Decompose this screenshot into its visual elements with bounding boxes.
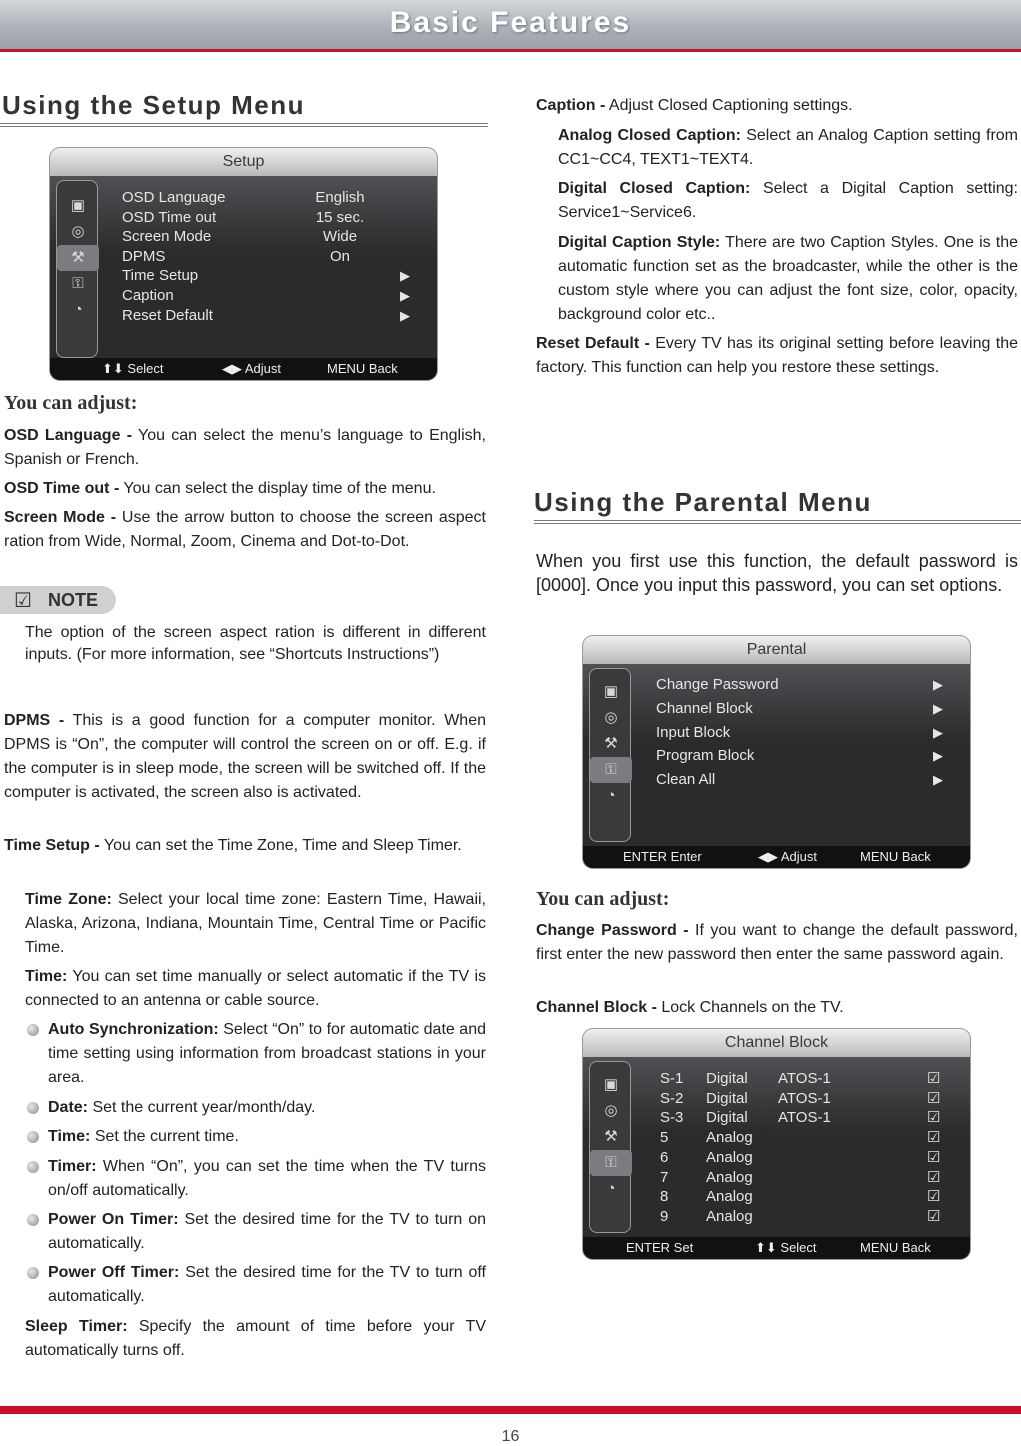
setup-icon: ⚒: [57, 245, 99, 271]
parental-menu-item[interactable]: Program Block: [656, 747, 755, 765]
note-badge: [0, 586, 116, 614]
note-label: NOTE: [48, 590, 99, 610]
page-number: 16: [501, 1428, 520, 1445]
checkbox-checked-icon[interactable]: ☑: [927, 1207, 941, 1225]
digital-cc-paragraph: Digital Closed Caption: Select a Digital Caption setting: Service1~Service6.: [558, 180, 1018, 221]
checkbox-checked-icon[interactable]: ☑: [927, 1109, 941, 1127]
bullet-icon: [27, 1024, 39, 1036]
footer-enter: ENTER Enter: [623, 849, 702, 864]
checkbox-checked-icon[interactable]: ☑: [927, 1188, 941, 1206]
bullet-icon: [27, 1267, 39, 1279]
chevron-right-icon: ▶: [400, 268, 410, 284]
channel-name: ATOS-1: [778, 1109, 831, 1127]
setup-menu-value: [300, 266, 380, 286]
bullet-icon: [27, 1214, 39, 1226]
checkbox-checked-icon[interactable]: ☑: [927, 1089, 941, 1107]
channel-type: Analog: [706, 1207, 753, 1225]
osd-language-paragraph: OSD Language - You can select the menu’s language to English, Spanish or French.: [4, 427, 486, 468]
setup-menu-heading: Using the Setup Menu: [2, 90, 305, 120]
satellite-icon: ◔: [606, 787, 616, 804]
setup-menu-item[interactable]: Time Setup: [122, 267, 199, 285]
setup-menu-item[interactable]: DPMS: [122, 247, 166, 265]
time-current-paragraph: Time: Set the current time.: [48, 1128, 239, 1145]
parental-side-icons: [589, 668, 631, 842]
chevron-right-icon: ▶: [933, 677, 943, 692]
heading-rule: [0, 123, 488, 127]
parental-menu-heading: Using the Parental Menu: [534, 487, 872, 517]
date-paragraph: Date: Set the current year/month/day.: [48, 1099, 316, 1116]
osd-timeout-paragraph: OSD Time out - You can select the display time of the menu.: [4, 480, 436, 497]
channel-block-paragraph: Channel Block - Lock Channels on the TV.: [536, 999, 844, 1016]
chevron-right-icon: ▶: [933, 772, 943, 788]
time-zone-paragraph: Time Zone: Select your local time zone: Eastern Time, Hawaii, Alaska, Arizona, Indiana, Mountain Time, Central Time or Pacific Time.: [25, 891, 487, 956]
setup-panel: [50, 148, 437, 380]
channel-block-panel: [583, 1029, 970, 1259]
note-text: The option of the screen aspect ration is different in different inputs. (For more information, see “Shortcuts Instructions”): [25, 624, 486, 663]
header-banner: [0, 0, 1021, 52]
parental-panel-footer: [583, 846, 970, 868]
parental-panel-title: Parental: [583, 636, 970, 664]
channel-number: S-2: [660, 1089, 684, 1107]
setup-menu-item[interactable]: Reset Default: [122, 306, 213, 324]
parental-intro: When you first use this function, the default password is [0000]. Once you input this password, you can set options.: [536, 551, 1018, 595]
setup-panel-title: Setup: [50, 148, 437, 176]
heading-rule: [534, 520, 1021, 524]
footer-select: ⬆⬇ Select: [755, 1240, 817, 1255]
setup-icon: ⚒: [604, 1128, 618, 1145]
power-off-paragraph: Power Off Timer: Set the desired time for the TV to turn off automatically.: [48, 1264, 486, 1305]
reset-default-paragraph: Reset Default - Every TV has its original setting before leaving the factory. This function can help you restore these settings.: [536, 335, 1018, 376]
channel-name: ATOS-1: [778, 1089, 831, 1107]
channel-type: Digital: [706, 1109, 748, 1127]
chevron-right-icon: ▶: [933, 748, 943, 764]
chevron-right-icon: ▶: [933, 724, 943, 740]
power-on-paragraph: Power On Timer: Set the desired time for the TV to turn on automatically.: [48, 1211, 486, 1252]
tv-icon: ▣: [603, 683, 619, 700]
setup-menu-value: [300, 286, 380, 306]
setup-panel-footer: [50, 358, 437, 380]
you-can-adjust-heading: You can adjust:: [4, 392, 138, 414]
parental-menu-item[interactable]: Input Block: [656, 723, 731, 741]
parental-menu-item[interactable]: Clean All: [656, 771, 716, 789]
channel-type: Analog: [706, 1188, 753, 1206]
footer-adjust: ◀▶ Adjust: [758, 849, 818, 864]
channel-number: S-3: [660, 1109, 684, 1127]
channel-type: Analog: [706, 1148, 753, 1166]
satellite-icon: ◔: [606, 1180, 616, 1197]
footer-enter: ENTER Set: [626, 1240, 694, 1255]
chevron-right-icon: ▶: [400, 307, 410, 323]
checkbox-checked-icon[interactable]: ☑: [927, 1148, 941, 1166]
sleep-timer-paragraph: Sleep Timer: Specify the amount of time before your TV automatically turns off.: [25, 1318, 487, 1359]
channel-number: S-1: [660, 1070, 684, 1087]
bullet-icon: [27, 1161, 39, 1173]
lock-icon: ⚿: [590, 1150, 632, 1176]
setup-menu-item[interactable]: OSD Time out: [122, 208, 217, 226]
channel-number: 5: [660, 1129, 669, 1147]
chevron-right-icon: ▶: [400, 288, 410, 303]
channel-type: Analog: [706, 1168, 753, 1186]
setup-menu-item[interactable]: Caption: [122, 287, 174, 304]
parental-menu-item[interactable]: Channel Block: [656, 699, 753, 717]
caption-paragraph: Caption - Adjust Closed Captioning settings.: [536, 97, 853, 114]
footer-adjust: ◀▶ Adjust: [222, 361, 282, 376]
checkbox-checked-icon[interactable]: ☑: [927, 1129, 941, 1147]
channel-type: Digital: [706, 1089, 748, 1107]
tv-icon: ▣: [70, 197, 86, 214]
channel-number: 6: [660, 1148, 669, 1166]
bullet-icon: [27, 1102, 39, 1114]
channel-name: ATOS-1: [778, 1070, 831, 1087]
screen-mode-paragraph: Screen Mode - Use the arrow button to choose the screen aspect ration from Wide, Normal, Zoom, Cinema and Dot-to-Dot.: [4, 509, 486, 550]
auto-sync-paragraph: Auto Synchronization: Select “On” to for automatic date and time setting using information from broadcast stations in your area.: [48, 1021, 487, 1086]
lock-icon: ⚿: [72, 275, 84, 292]
channel-type: Digital: [706, 1070, 748, 1087]
channel-number: 9: [660, 1207, 669, 1225]
analog-cc-paragraph: Analog Closed Caption: Select an Analog Caption setting from CC1~CC4, TEXT1~TEXT4.: [558, 127, 1018, 168]
setup-menu-value: 15 sec.: [315, 208, 365, 226]
audio-icon: ◎: [604, 1102, 618, 1119]
setup-side-icons: [56, 180, 98, 358]
page-title: Basic Features: [389, 6, 632, 39]
footer-back: MENU Back: [327, 361, 398, 376]
audio-icon: ◎: [71, 223, 85, 240]
dpms-paragraph: DPMS - This is a good function for a computer monitor. When DPMS is “On”, the computer will control the screen on or off. E.g. if the computer is in sleep mode, the screen will be switched off. If the computer is activated, the screen also is activated.: [4, 712, 487, 801]
setup-menu-value: Wide: [322, 228, 358, 246]
setup-menu-value: On: [329, 247, 350, 265]
footer-back: MENU Back: [860, 1240, 931, 1255]
checkbox-checked-icon[interactable]: ☑: [927, 1070, 941, 1087]
satellite-icon: ◔: [73, 301, 83, 318]
digital-style-paragraph: Digital Caption Style: There are two Caption Styles. One is the automatic function set as the broadcaster, while the other is the custom style where you can adjust the font size, color, opacity, background color etc..: [558, 234, 1018, 323]
setup-menu-item[interactable]: Screen Mode: [122, 228, 212, 246]
setup-menu-value: English: [315, 189, 365, 206]
chevron-right-icon: ▶: [933, 700, 943, 716]
checkbox-checked-icon[interactable]: ☑: [927, 1168, 941, 1186]
footer-select: ⬆⬇ Select: [102, 361, 164, 376]
setup-menu-value: [300, 306, 380, 326]
footer-back: MENU Back: [860, 849, 931, 864]
channel-number: 8: [660, 1188, 669, 1206]
parental-panel: [583, 636, 970, 868]
note-icon: ☑: [14, 590, 32, 612]
channel-type: Analog: [706, 1129, 753, 1147]
lock-icon: ⚿: [590, 757, 632, 783]
channel-panel-title: Channel Block: [583, 1029, 970, 1057]
footer-bar: [0, 1406, 1021, 1414]
time-setup-paragraph: Time Setup - You can set the Time Zone, Time and Sleep Timer.: [4, 837, 462, 854]
channel-side-icons: [589, 1061, 631, 1233]
timer-paragraph: Timer: When “On”, you can set the time when the TV turns on/off automatically.: [48, 1158, 486, 1199]
tv-icon: ▣: [603, 1076, 619, 1093]
change-password-paragraph: Change Password - If you want to change the default password, first enter the new password then enter the same password again.: [536, 922, 1018, 963]
time-paragraph: Time: You can set time manually or select automatic if the TV is connected to an antenna or cable source.: [25, 968, 486, 1009]
parental-menu-item[interactable]: Change Password: [656, 676, 779, 693]
channel-panel-footer: [583, 1237, 970, 1259]
you-can-adjust-heading: You can adjust:: [536, 888, 670, 910]
bullet-icon: [27, 1131, 39, 1143]
audio-icon: ◎: [604, 709, 618, 726]
channel-number: 7: [660, 1168, 669, 1186]
setup-menu-item[interactable]: OSD Language: [122, 189, 226, 206]
setup-icon: ⚒: [604, 735, 618, 752]
